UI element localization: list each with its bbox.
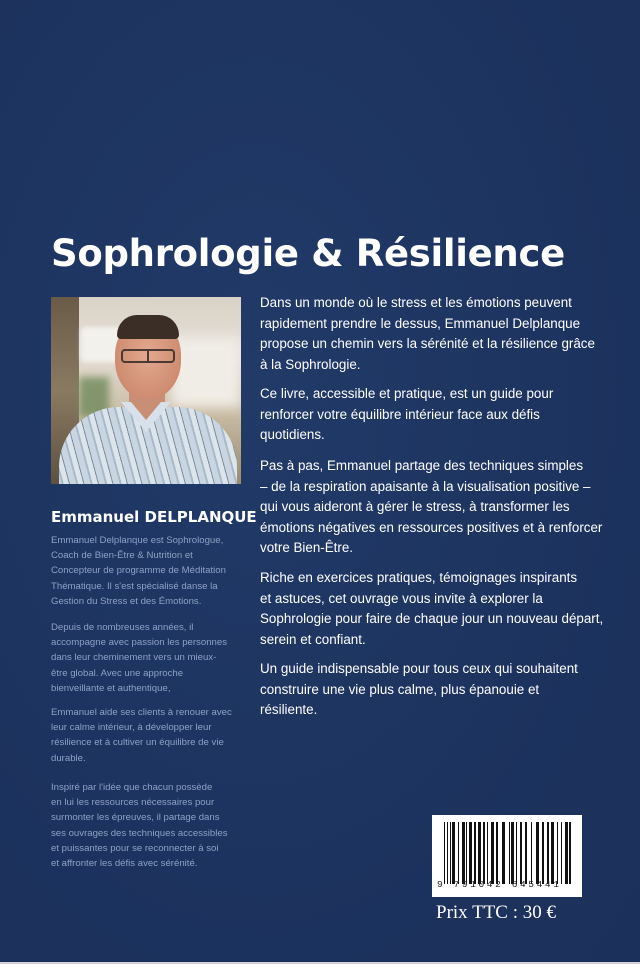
description-line: à la Sophrologie. — [260, 356, 361, 372]
description-line: émotions négatives en ressources positives et à renforcer — [260, 519, 603, 535]
description-line: Sophrologie pour faire de chaque jour un nouveau départ, — [260, 611, 604, 626]
bio-line: bienveillante et authentique, — [51, 682, 171, 694]
description-line: Dans un monde où le stress et les émotions peuvent — [260, 295, 572, 310]
description-paragraph-5 — [260, 659, 640, 721]
bio-line: Inspiré par l'idée que chacun possède — [51, 782, 213, 793]
photo-glasses — [121, 349, 175, 363]
description-line: – de la respiration apaisante à la visualisation positive – — [260, 478, 591, 494]
bio-line: Concepteur de programme de Méditation — [51, 565, 226, 577]
description-line: quotidiens. — [260, 427, 325, 442]
bio-line: surmonter les épreuves, il partage dans — [51, 812, 220, 824]
description-line: qui vous aideront à gérer le stress, à transformer les — [260, 499, 570, 514]
description-paragraph-2 — [260, 384, 640, 446]
bio-line: accompagne avec passion les personnes — [51, 637, 227, 649]
description-line: Riche en exercices pratiques, témoignages inspirants — [260, 570, 578, 585]
bio-line: Coach de Bien-Être & Nutrition et — [51, 550, 193, 562]
bio-line: Depuis de nombreuses années, il — [51, 622, 194, 633]
description-line: votre Bien-Être. — [260, 540, 354, 555]
bio-line: durable. — [51, 752, 86, 764]
bio-line: en lui les ressources nécessaires pour — [51, 797, 215, 809]
bio-line: Emmanuel aide ses clients à renouer avec — [51, 707, 232, 718]
description-line: Ce livre, accessible et pratique, est un guide pour — [260, 386, 554, 401]
description-line: Un guide indispensable pour tous ceux qui souhaitent — [260, 661, 578, 676]
description-line: résiliente. — [260, 702, 318, 717]
photo-background — [171, 337, 241, 407]
bio-line: dans leur cheminement vers un mieux- — [51, 652, 217, 664]
bio-line: être global. Avec une approche — [51, 667, 184, 679]
bio-line: et puissantes pour se reconnecter à soi — [51, 842, 219, 854]
bio-line: Gestion du Stress et des Émotions. — [51, 595, 202, 607]
author-bio-paragraph-3 — [51, 705, 261, 766]
author-bio-paragraph-1 — [51, 533, 261, 609]
author-name: Emmanuel DELPLANQUE — [51, 508, 257, 526]
author-bio-paragraph-2 — [51, 620, 261, 696]
barcode-bar — [571, 822, 572, 884]
bio-line: Thématique. Il s'est spécialisé danse la — [51, 580, 218, 592]
price-label: Prix TTC : 30 € — [436, 902, 556, 923]
description-line: serein et confiant. — [260, 631, 366, 647]
book-title: Sophrologie & Résilience — [51, 232, 565, 275]
description-line: Pas à pas, Emmanuel partage des techniques simples — [260, 458, 584, 473]
description-paragraph-3 — [260, 456, 640, 559]
bio-line: ses ouvrages des techniques accessibles — [51, 827, 228, 839]
author-bio-paragraph-4 — [51, 780, 261, 871]
description-line: propose un chemin vers la sérénité et la résilience grâce — [260, 336, 595, 351]
barcode-bars — [444, 822, 572, 884]
bio-line: leur calme intérieur, à développer leur — [51, 722, 212, 734]
bio-line: et affronter les défis avec sérénité. — [51, 858, 198, 870]
description-line: construire une vie plus calme, plus épanouie et — [260, 681, 540, 697]
barcode-digits: 9 791042 645441 — [437, 879, 562, 890]
author-photo — [51, 297, 241, 484]
description-paragraph-1 — [260, 293, 640, 375]
description-line: et astuces, cet ouvrage vous invite à explorer la — [260, 590, 543, 606]
description-paragraph-4 — [260, 568, 640, 650]
photo-hair — [117, 315, 179, 339]
isbn-barcode — [432, 815, 582, 897]
bio-line: résilience et à cultiver un équilibre de vie — [51, 737, 224, 749]
description-line: rapidement prendre le dessus, Emmanuel Delplanque — [260, 315, 581, 331]
description-line: renforcer votre équilibre intérieur face aux défis — [260, 406, 540, 422]
bio-line: Emmanuel Delplanque est Sophrologue, — [51, 535, 224, 546]
